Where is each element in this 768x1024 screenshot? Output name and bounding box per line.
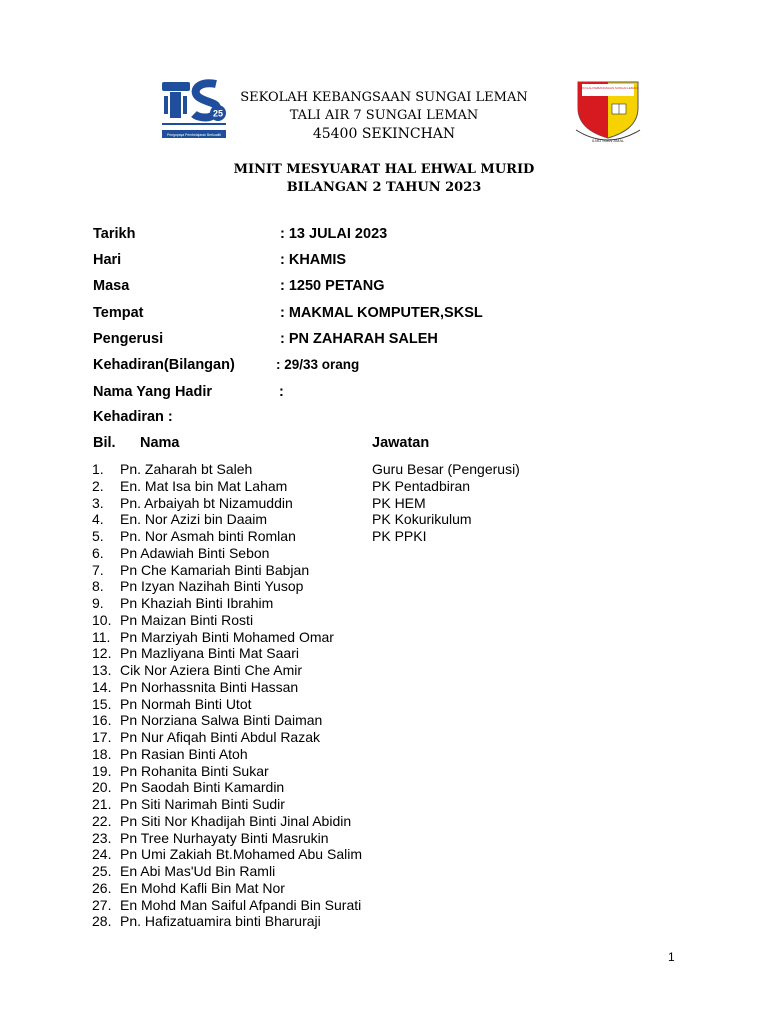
info-label-hari: Hari <box>93 252 122 268</box>
column-header-bil: Bil. <box>93 435 116 451</box>
attendee-number: 18. <box>92 745 112 762</box>
info-value-pengerusi: : PN ZAHARAH SALEH <box>280 331 438 347</box>
attendee-number: 25. <box>92 863 112 879</box>
attendee-number: 22. <box>92 812 112 829</box>
info-value-hari: : KHAMIS <box>280 252 347 268</box>
attendee-name: Pn. Arbaiyah bt Nizamuddin <box>120 494 293 511</box>
info-label-tarikh: Tarikh <box>93 226 136 242</box>
attendee-number: 7. <box>92 561 104 578</box>
attendee-name: Pn Mazliyana Binti Mat Saari <box>120 645 299 662</box>
info-label-kehadiran-bilangan: Kehadiran(Bilangan) <box>93 357 235 373</box>
attendee-number: 2. <box>92 477 104 494</box>
attendee-name: Pn. Nor Asmah binti Romlan <box>120 528 296 544</box>
attendee-number: 15. <box>92 695 112 712</box>
school-address: TALI AIR 7 SUNGAI LEMAN <box>289 108 479 123</box>
attendee-name: Pn Normah Binti Utot <box>120 695 252 712</box>
attendee-name: Pn Norhassnita Binti Hassan <box>120 678 299 695</box>
attendee-number: 3. <box>92 494 104 511</box>
attendee-number: 26. <box>92 879 112 896</box>
school-crest-logo <box>572 78 644 144</box>
attendee-role: PK PPKI <box>372 528 427 544</box>
attendee-name: Pn Rohanita Binti Sukar <box>120 762 269 779</box>
page-number: 1 <box>668 950 675 964</box>
document-title: MINIT MESYUARAT HAL EHWAL MURID <box>233 162 535 177</box>
school-postcode: 45400 SEKINCHAN <box>312 126 456 142</box>
attendee-number: 8. <box>92 578 104 595</box>
attendee-name: Pn. Zaharah bt Saleh <box>120 461 253 477</box>
attendee-name: Pn Marziyah Binti Mohamed Omar <box>120 628 334 645</box>
attendee-name: Pn Che Kamariah Binti Babjan <box>120 561 310 578</box>
attendee-name: Pn Nur Afiqah Binti Abdul Razak <box>120 729 321 745</box>
attendee-number: 17. <box>92 729 112 745</box>
attendee-name: Pn. Hafizatuamira binti Bharuraji <box>120 913 321 930</box>
document-subtitle: BILANGAN 2 TAHUN 2023 <box>286 180 482 195</box>
info-value-kehadiran-bilangan: : 29/33 orang <box>276 357 360 372</box>
attendee-name: Cik Nor Aziera Binti Che Amir <box>120 662 303 678</box>
attendee-number: 11. <box>92 628 111 645</box>
attendee-role: Guru Besar (Pengerusi) <box>372 461 520 477</box>
column-header-nama: Nama <box>140 435 180 451</box>
attendee-number: 9. <box>92 595 104 611</box>
info-label-tempat: Tempat <box>93 305 144 321</box>
attendee-number: 21. <box>92 796 112 812</box>
attendee-name: Pn Adawiah Binti Sebon <box>120 544 270 561</box>
attendee-number: 6. <box>92 544 104 561</box>
attendee-number: 12. <box>92 645 112 662</box>
attendee-number: 10. <box>92 611 112 628</box>
attendee-number: 5. <box>92 528 104 544</box>
attendee-name: Pn Izyan Nazihah Binti Yusop <box>120 578 304 595</box>
attendee-number: 16. <box>92 712 112 729</box>
info-label-masa: Masa <box>93 278 130 294</box>
attendee-number: 14. <box>92 678 112 695</box>
attendee-name: Pn Tree Nurhayaty Binti Masrukin <box>120 829 329 846</box>
logo-25-text: 25 <box>212 108 224 119</box>
info-value-masa: : 1250 PETANG <box>280 278 385 294</box>
info-label-pengerusi: Pengerusi <box>93 331 164 347</box>
attendee-name: Pn Rasian Binti Atoh <box>120 745 248 762</box>
attendee-number: 19. <box>92 762 112 779</box>
column-header-jawatan: Jawatan <box>372 435 430 451</box>
info-value-nama-yang-hadir: : <box>279 384 284 400</box>
attendee-role: PK Kokurikulum <box>372 511 472 528</box>
attendee-name: Pn Siti Nor Khadijah Binti Jinal Abidin <box>120 812 352 829</box>
crest-caption: SEKOLAH KEBANGSAAN SUNGAI LEMAN <box>578 86 638 90</box>
attendee-name: En Mohd Man Saiful Afpandi Bin Surati <box>120 896 362 913</box>
attendee-number: 28. <box>92 913 112 930</box>
attendee-role: PK Pentadbiran <box>372 477 471 494</box>
attendee-number: 13. <box>92 662 112 678</box>
info-label-nama-yang-hadir: Nama Yang Hadir <box>93 384 213 400</box>
attendee-name: Pn Umi Zakiah Bt.Mohamed Abu Salim <box>120 846 362 863</box>
info-value-tempat: : MAKMAL KOMPUTER,SKSL <box>280 305 483 321</box>
school-name: SEKOLAH KEBANGSAAN SUNGAI LEMAN <box>240 90 528 105</box>
attendee-name: En Mohd Kafli Bin Mat Nor <box>120 879 285 896</box>
attendee-number: 20. <box>92 779 112 796</box>
attendee-number: 27. <box>92 896 112 913</box>
attendee-number: 1. <box>92 461 104 477</box>
attendee-name: En. Nor Azizi bin Daaim <box>120 511 268 528</box>
attendee-number: 24. <box>92 846 112 863</box>
attendee-role: PK HEM <box>372 494 426 511</box>
attendee-name: Pn Norziana Salwa Binti Daiman <box>120 712 323 729</box>
logo-caption: Pengupaya Pembelajaran Berkualiti <box>167 133 221 137</box>
attendee-name: Pn Khaziah Binti Ibrahim <box>120 595 274 611</box>
info-label-kehadiran: Kehadiran : <box>93 409 173 425</box>
attendee-number: 4. <box>92 511 104 528</box>
attendee-name: Pn Siti Narimah Binti Sudir <box>120 796 285 812</box>
attendee-name: Pn Maizan Binti Rosti <box>120 611 254 628</box>
attendee-name: En Abi Mas'Ud Bin Ramli <box>120 863 276 879</box>
attendee-name: En. Mat Isa bin Mat Laham <box>120 477 288 494</box>
attendee-name: Pn Saodah Binti Kamardin <box>120 779 285 796</box>
info-value-tarikh: : 13 JULAI 2023 <box>280 226 388 242</box>
attendee-number: 23. <box>92 829 112 846</box>
crest-motto: ILMU IMAN AMAL <box>591 138 625 143</box>
